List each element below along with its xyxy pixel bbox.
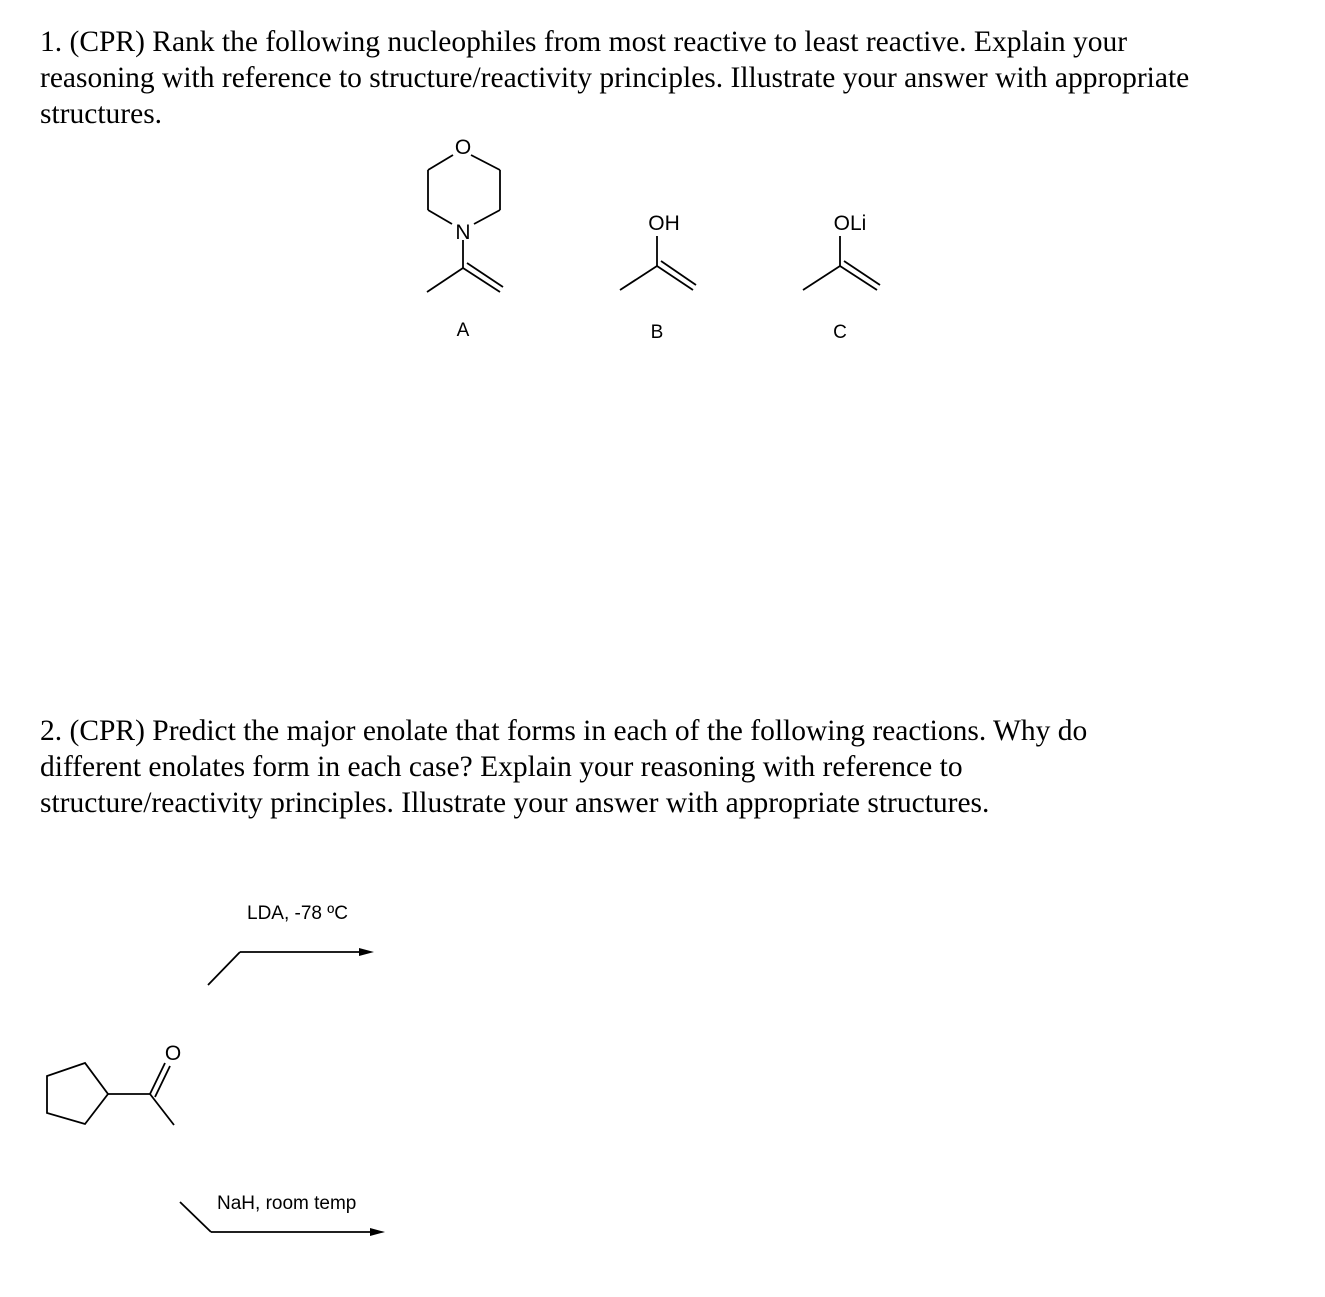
- methyl-bond: [427, 268, 463, 292]
- reaction-scheme: [47, 903, 385, 1236]
- question-1-line-3: structures.: [40, 98, 163, 130]
- methyl-bond: [620, 266, 657, 290]
- atom-n: N: [455, 221, 471, 244]
- lower-pointer-line: [180, 1202, 211, 1232]
- cyclopentyl-methyl-ketone: [47, 1042, 181, 1125]
- atom-oh: OH: [648, 212, 680, 235]
- atom-o: O: [164, 1042, 182, 1065]
- reagent-nah: NaH, room temp: [217, 1193, 357, 1214]
- methyl-bond: [803, 266, 840, 290]
- question-2-line-3: structure/reactivity principles. Illustrate your answer with appropriate structures.: [40, 787, 990, 819]
- reagent-lda: LDA, -78 ºC: [247, 903, 348, 924]
- molecule-c: [803, 212, 880, 343]
- question-1-line-1: 1. (CPR) Rank the following nucleophiles from most reactive to least reactive. Explain your: [40, 26, 1128, 58]
- upper-arrowhead: [359, 948, 374, 956]
- cyclopentane-ring: [47, 1063, 108, 1124]
- label-a: A: [456, 320, 470, 341]
- question-1-line-2: reasoning with reference to structure/reactivity principles. Illustrate your answer with appropriate: [40, 62, 1190, 94]
- atom-o: O: [454, 136, 472, 159]
- atom-oli: OLi: [833, 212, 867, 235]
- label-c: C: [833, 322, 847, 343]
- molecule-a: [427, 136, 503, 341]
- morpholine-ring: [428, 155, 500, 224]
- upper-pointer-line: [208, 952, 240, 985]
- molecule-b: [620, 212, 696, 343]
- label-b: B: [650, 322, 664, 343]
- lower-arrowhead: [370, 1228, 385, 1236]
- question-2-line-1: 2. (CPR) Predict the major enolate that forms in each of the following reactions. Why do: [40, 715, 1088, 747]
- question-2-line-2: different enolates form in each case? Explain your reasoning with reference to: [40, 751, 963, 783]
